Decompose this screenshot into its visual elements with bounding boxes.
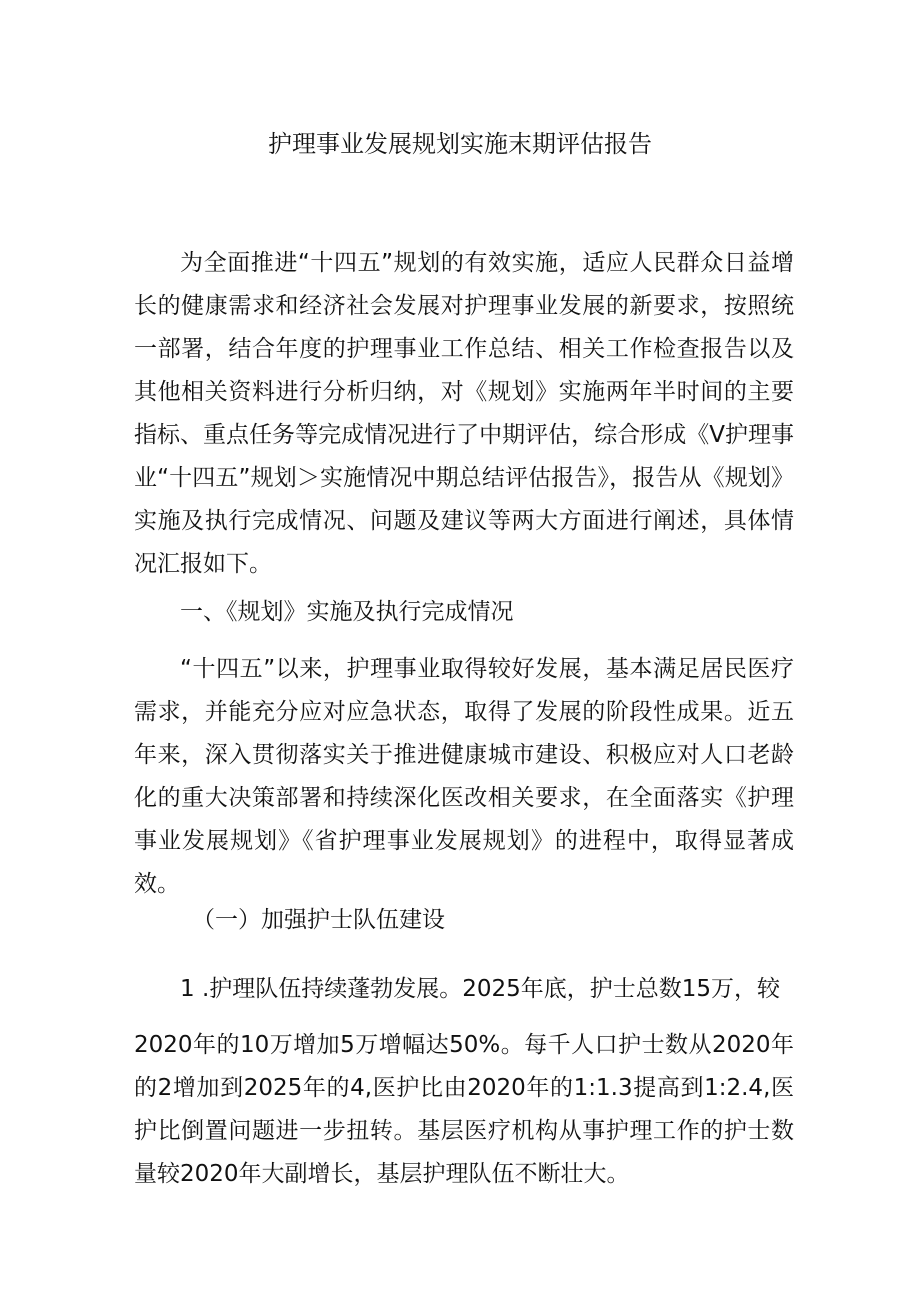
section-heading-implementation: 一、《规划》实施及执行完成情况 <box>180 599 514 625</box>
implementation-paragraph: “十四五”以来，护理事业取得较好发展，基本满足居民医疗需求，并能充分应对应急状态，取得了发展的阶段性成果。近五年来，深入贯彻落实关于推进健康城市建设、积极应对人口老龄化的重大决策部署和持续深化医改相关要求，在全面落实《护理事业发展规划》《省护理事业发展规划》的进程中，取得显著成效。 <box>134 656 794 897</box>
nurse-team-paragraph-first-line: 1 .护理队伍持续蓬勃发展。2025年底，护士总数15万，较 <box>180 976 781 1002</box>
intro-paragraph: 为全面推进“十四五”规划的有效实施，适应人民群众日益增长的健康需求和经济社会发展对护理事业发展的新要求，按照统一部署，结合年度的护理事业工作总结、相关工作检查报告以及其他相关资料进行分析归纳，对《规划》实施两年半时间的主要指标、重点任务等完成情况进行了中期评估，综合形成《V护理事业“十四五”规划＞实施情况中期总结评估报告》，报告从《规划》实施及执行完成情况、问题及建议等两大方面进行阐述，具体情况汇报如下。 <box>134 250 794 577</box>
nurse-team-paragraph-continuation: 2020年的10万增加5万增幅达50%。每千人口护士数从2020年的2增加到2025年的4,医护比由2020年的1:1.3提高到1:2.4,医护比倒置问题进一步扭转。基层医疗机构从事护理工作的护士数量较2020年大副增长，基层护理队伍不断壮大。 <box>134 1032 794 1187</box>
subsection-heading-nurse-team: （一）加强护士队伍建设 <box>192 907 445 933</box>
document-title: 护理事业发展规划实施末期评估报告 <box>268 130 652 158</box>
